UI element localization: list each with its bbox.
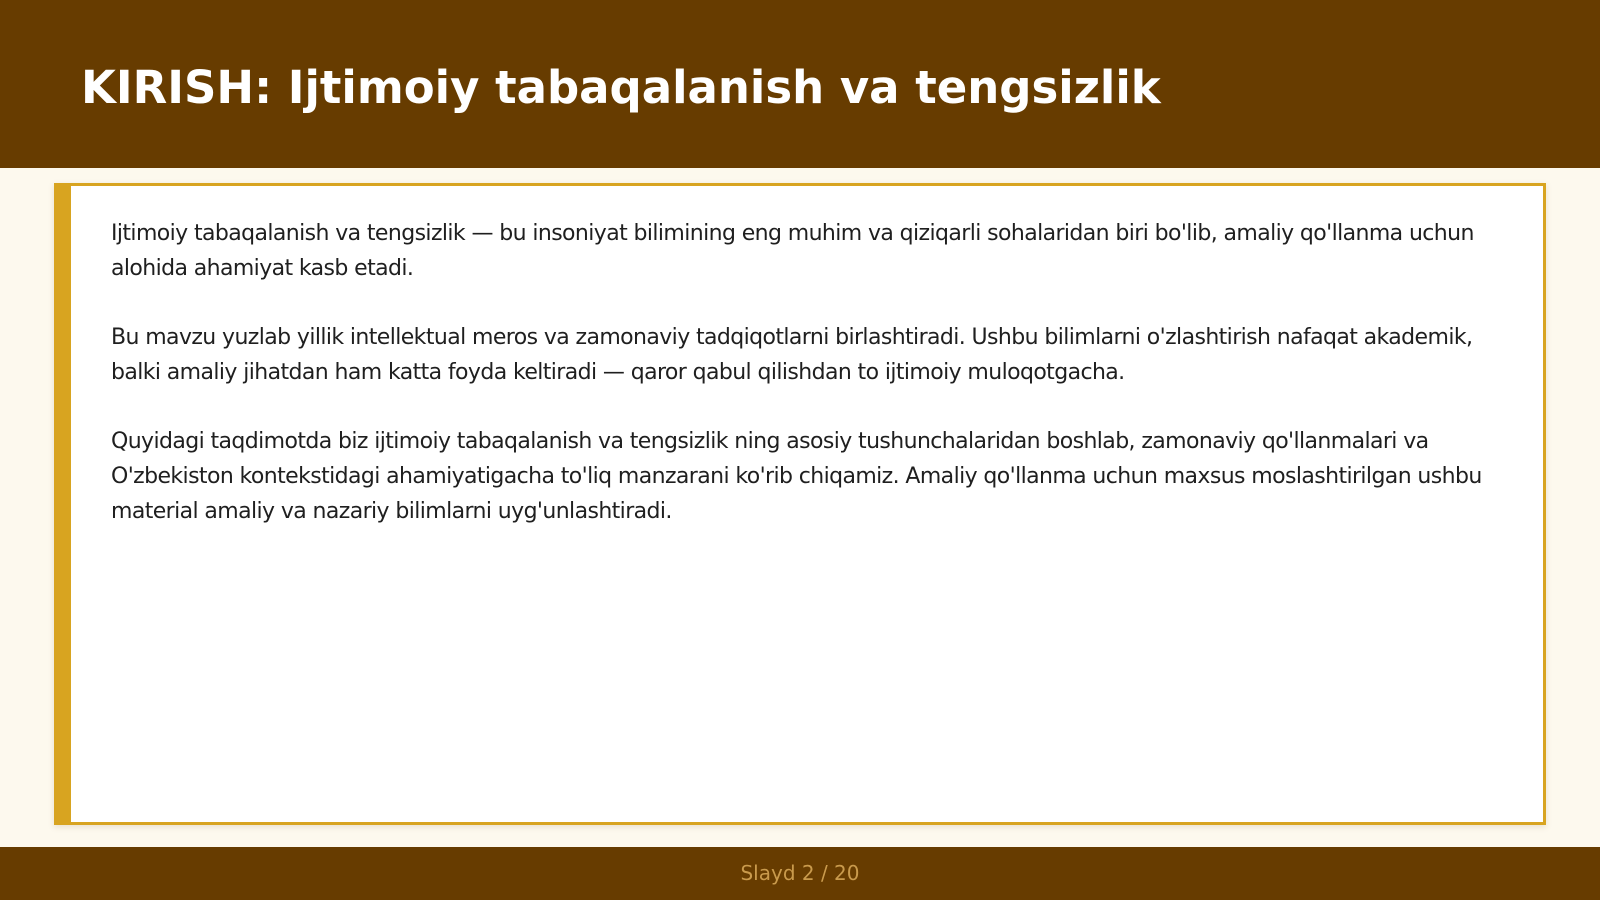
slide-footer (0, 847, 1600, 900)
slide-number: Slayd 2 / 20 (740, 861, 860, 885)
paragraph: Quyidagi taqdimotda biz ijtimoiy tabaqalanish va tengsizlik ning asosiy tushunchalaridan boshlab, zamonaviy qo'llanmalari va O'zbekiston kontekstidagi ahamiyatigacha to'liq manzarani ko'rib chiqamiz. Amaliy qo'llanma uchun maxsus moslashtirilgan ushbu material amaliy va nazariy bilimlarni uyg'unlashtiradi. (111, 429, 1482, 524)
slide-header (0, 0, 1600, 168)
content-body (111, 216, 1511, 563)
paragraph: Bu mavzu yuzlab yillik intellektual meros va zamonaviy tadqiqotlarni birlashtiradi. Ushbu bilimlarni o'zlashtirish nafaqat akademik, balki amaliy jihatdan ham katta foyda keltiradi — qaror qabul qilishdan to ijtimoiy muloqotgacha. (111, 325, 1473, 385)
paragraph: Ijtimoiy tabaqalanish va tengsizlik — bu insoniyat bilimining eng muhim va qiziqarli sohalaridan biri bo'lib, amaliy qo'llanma uchun alohida ahamiyat kasb etadi. (111, 221, 1474, 281)
slide-title: KIRISH: Ijtimoiy tabaqalanish va tengsizlik (81, 61, 1161, 114)
content-card (54, 183, 1546, 825)
